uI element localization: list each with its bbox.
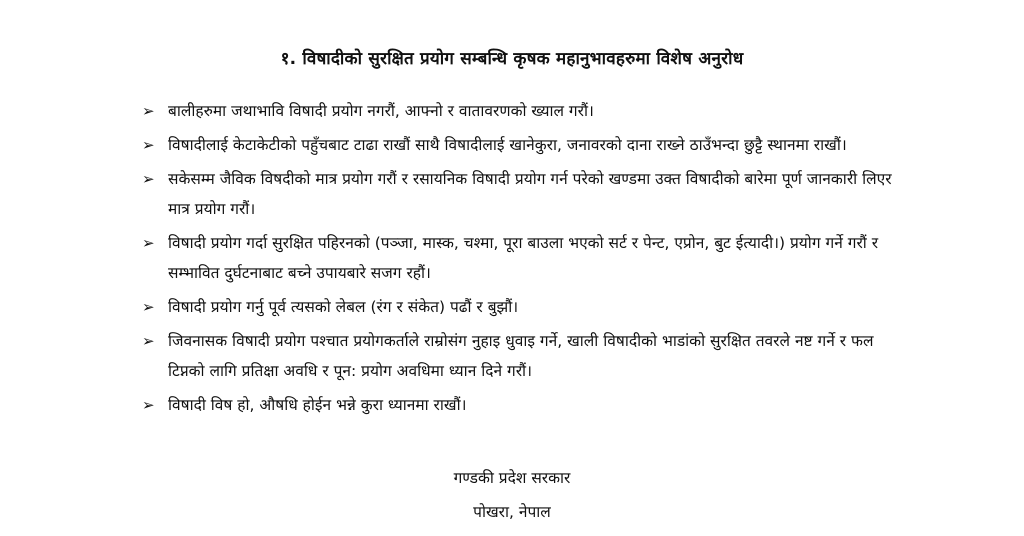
- list-item: [142, 390, 902, 420]
- arrow-bullet-icon: ➢: [142, 332, 155, 350]
- list-item: [142, 292, 902, 322]
- list-item-text: विषादी प्रयोग गर्नु पूर्व त्यसको लेबल (रंग र संकेत) पढौं र बुझौं।: [168, 298, 519, 316]
- list-item: [142, 164, 902, 224]
- list-item-text: विषादीलाई केटाकेटीको पहुँचबाट टाढा राखौं साथै विषादीलाई खानेकुरा, जनावरको दाना राख्ने ठाउँभन्दा छुट्टै स्थानमा राखौं।: [168, 136, 847, 154]
- list-item-text: सकेसम्म जैविक विषदीको मात्र प्रयोग गरौं र रसायनिक विषादी प्रयोग गर्न परेको खण्डमा उक्त विषादीको बारेमा पूर्ण जानकारी लिएर मात्र प्रयोग गरौं।: [168, 170, 892, 218]
- list-item: [142, 228, 902, 288]
- list-item: [142, 326, 902, 386]
- list-item: [142, 130, 902, 160]
- list-item-text: जिवनासक विषादी प्रयोग पश्चात प्रयोगकर्ताले राम्रोसंग नुहाइ धुवाइ गर्ने, खाली विषादीको भाडांको सुरक्षित तवरले नष्ट गर्ने र फल टिप्नको लागि प्रतिक्षा अवधि र पून: प्रयोग अवधिमा ध्यान दिने गरौं।: [168, 332, 874, 380]
- issuer-organization: गण्डकी प्रदेश सरकार: [453, 469, 571, 487]
- list-item: [142, 96, 902, 126]
- notice-title: १. विषादीको सुरक्षित प्रयोग सम्बन्धि कृषक महानुभावहरुमा विशेष अनुरोध: [280, 49, 744, 69]
- issuer-location: पोखरा, नेपाल: [473, 503, 551, 521]
- arrow-bullet-icon: ➢: [142, 136, 155, 154]
- arrow-bullet-icon: ➢: [142, 298, 155, 316]
- list-item-text: विषादी प्रयोग गर्दा सुरक्षित पहिरनको (पञ्जा, मास्क, चश्मा, पूरा बाउला भएको सर्ट र पेन्ट, एप्रोन, बुट ईत्यादी।) प्रयोग गर्ने गरौं र सम्भावित दुर्घटनाबाट बच्ने उपायबारे सजग रहौं।: [168, 234, 879, 282]
- arrow-bullet-icon: ➢: [142, 396, 155, 414]
- arrow-bullet-icon: ➢: [142, 102, 155, 120]
- arrow-bullet-icon: ➢: [142, 170, 155, 188]
- list-item-text: विषादी विष हो, औषधि होईन भन्ने कुरा ध्यानमा राखौं।: [168, 396, 467, 414]
- advice-list: [142, 96, 902, 424]
- arrow-bullet-icon: ➢: [142, 234, 155, 252]
- list-item-text: बालीहरुमा जथाभावि विषादी प्रयोग नगरौं, आफ्नो र वातावरणको ख्याल गरौं।: [168, 102, 594, 120]
